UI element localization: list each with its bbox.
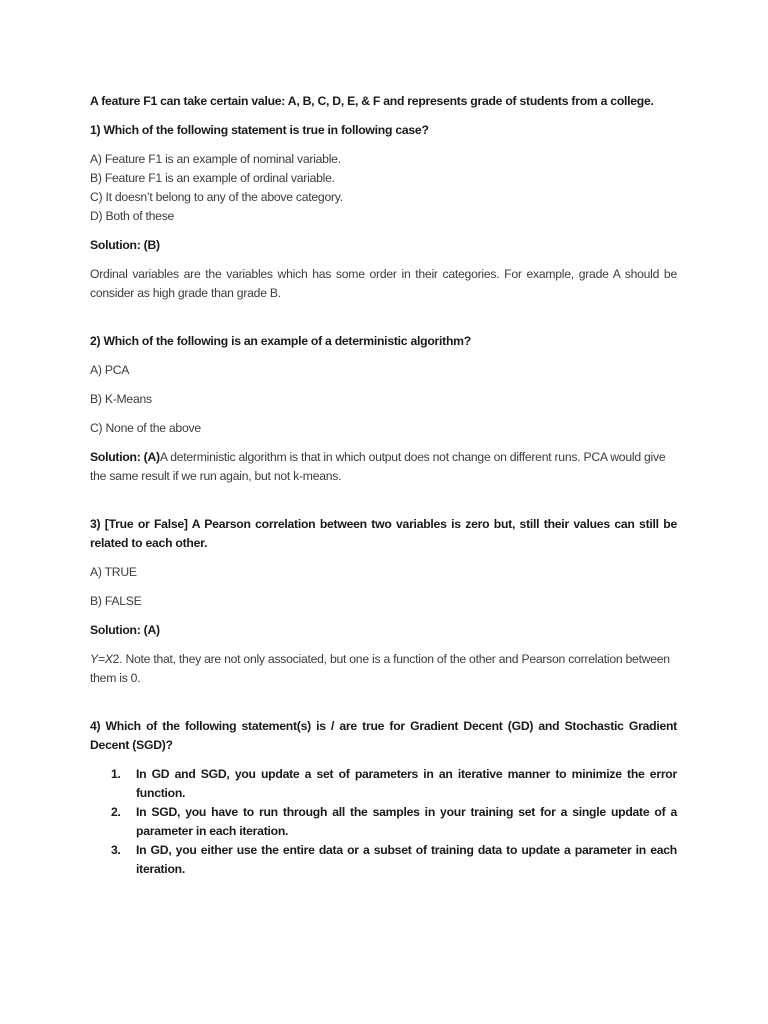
q2-solution: Solution: (A) [90, 450, 160, 464]
q1-explanation: Ordinal variables are the variables which has some order in their categories. For example, grade A should be consider as high grade than grade B. [90, 267, 677, 300]
q3-option-b: B) FALSE [90, 594, 142, 608]
question-3: 3) [True or False] A Pearson correlation between two variables is zero but, still their values can still be related to each other. [90, 517, 677, 550]
list-item-text: In SGD, you have to run through all the samples in your training set for a single update of a parameter in each iteration. [136, 805, 677, 838]
q2-option-a: A) PCA [90, 363, 130, 377]
spacer [90, 496, 677, 515]
q3-solution: Solution: (A) [90, 623, 160, 637]
question-1-options [90, 150, 677, 226]
list-item-text: In GD and SGD, you update a set of parameters in an iterative manner to minimize the error function. [136, 767, 677, 800]
q1-option-d: D) Both of these [90, 209, 175, 223]
list-item-number: 2. [111, 805, 121, 819]
intro-text: A feature F1 can take certain value: A, B, C, D, E, & F and represents grade of students from a college. [90, 94, 654, 108]
list-item [111, 803, 677, 841]
list-item [111, 765, 677, 803]
q2-solution-paragraph [90, 448, 677, 486]
q2-option-c: C) None of the above [90, 421, 201, 435]
q1-option-b: B) Feature F1 is an example of ordinal variable. [90, 171, 335, 185]
spacer [90, 313, 677, 332]
question-1: 1) Which of the following statement is true in following case? [90, 123, 429, 137]
q2-option-b: B) K-Means [90, 392, 152, 406]
q3-explanation-paragraph [90, 650, 677, 688]
q3-option-a: A) TRUE [90, 565, 137, 579]
question-4-list [90, 765, 677, 879]
q3-explanation-formula: Y=X [90, 652, 113, 666]
question-4: 4) Which of the following statement(s) is / are true for Gradient Decent (GD) and Stochastic Gradient Decent (SGD)? [90, 719, 677, 752]
document-page [90, 92, 677, 879]
list-item-number: 3. [111, 843, 121, 857]
q1-solution: Solution: (B) [90, 238, 160, 252]
spacer [90, 698, 677, 717]
list-item [111, 841, 677, 879]
list-item-text: In GD, you either use the entire data or a subset of training data to update a parameter in each iteration. [136, 843, 677, 876]
q1-option-a: A) Feature F1 is an example of nominal variable. [90, 152, 341, 166]
q2-explanation: A deterministic algorithm is that in which output does not change on different runs. PCA would give the same result if we run again, but not k-means. [90, 450, 666, 483]
q3-explanation: 2. Note that, they are not only associated, but one is a function of the other and Pearson correlation between them is 0. [90, 652, 670, 685]
list-item-number: 1. [111, 767, 121, 781]
q1-option-c: C) It doesn’t belong to any of the above category. [90, 190, 343, 204]
question-2: 2) Which of the following is an example of a deterministic algorithm? [90, 334, 471, 348]
